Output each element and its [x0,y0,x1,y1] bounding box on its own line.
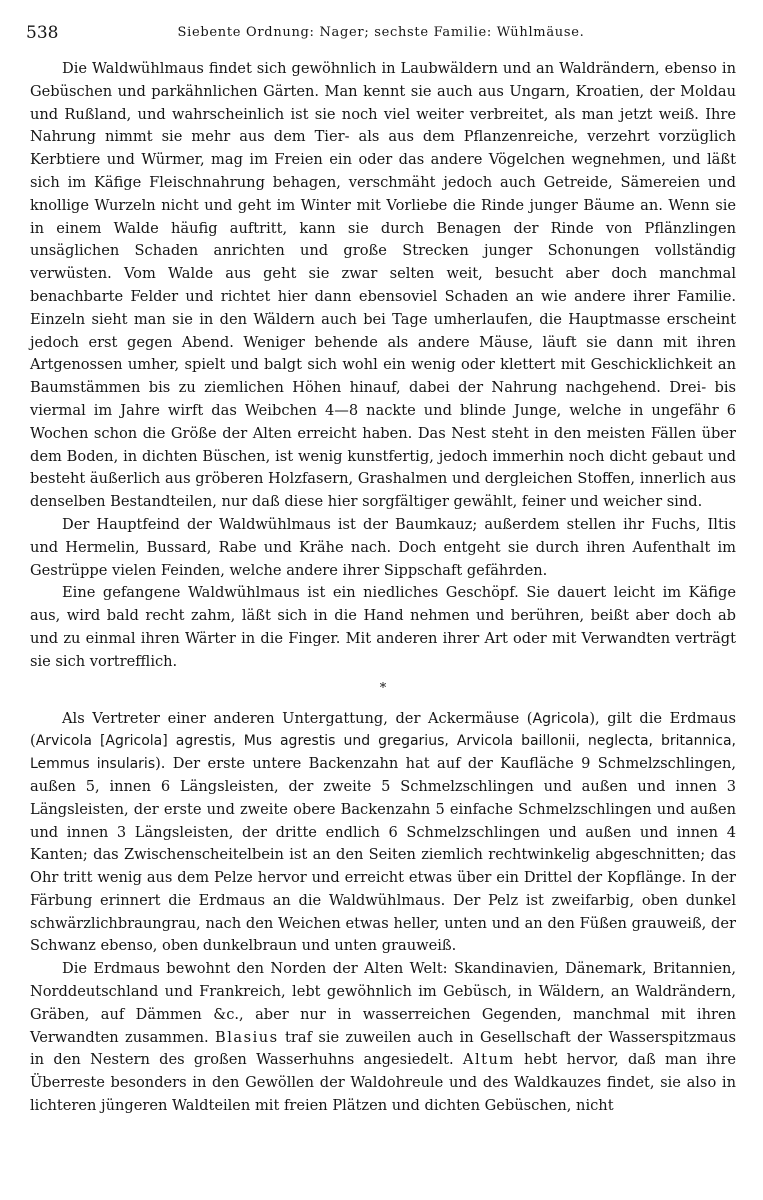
latin-synonyms: Arvicola [Agricola] agrestis, Mus agrestis und gregarius, Arvicola baillonii, neglecta, britannica, Lemmus insularis [30,733,736,773]
text-run: ( [519,709,533,727]
paragraph-feinde: Der Hauptfeind der Waldwühlmaus ist der Baumkauz; außerdem stellen ihr Fuchs, Iltis und Hermelin, Bussard, Rabe und Krähe nach. Doch entgeht sie durch ihren Aufenthalt im Gestrüppe vielen Feinden, welche andere ihrer Sippschaft gefährden. [30,515,736,579]
paragraph-gefangenschaft: Eine gefangene Waldwühlmaus ist ein niedliches Geschöpf. Sie dauert leicht im Käfige aus, wird bald recht zahm, läßt sich in die Hand nehmen und berühren, beißt aber doch ab und zu einmal ihren Wärter in die Finger. Mit anderen ihrer Art oder mit Verwandten verträgt sie sich vortrefflich. [30,584,736,670]
latin-name-agricola: Agricola [532,710,590,727]
term-erdmaus: Erdmaus [669,709,737,727]
page-header [26,22,736,46]
paragraph-erdmaus-verbreitung [30,958,736,1118]
running-head: Siebente Ordnung: Nager; sechste Familie: Wühlmäuse. [177,25,585,40]
text-run: hebt hervor, daß man ihre Überreste besonders in den Gewöllen der Waldohreule und des Waldkauzes findet, sie also in lichteren jüngeren Waldteilen mit freien Plätzen und dichten Gebüschen, nicht [30,1051,736,1115]
term-ackermaeuse: Ackermäuse [428,709,520,727]
text-run: Die Erdmaus bewohnt den Norden der Alten Welt: Skandinavien, Dänemark, Britannien, Norddeutschland und Frankreich, lebt gewöhnlich im Gebüsch, in Wäldern, an Waldrändern, Gräben, auf Dämmen &c., aber nur in wasserreichen Gegenden, manchmal mit ihren Verwandten zusammen. [30,960,736,1046]
author-blasius: Blasius [215,1028,279,1046]
section-separator: * [379,680,387,696]
text-run: ). Der erste untere Backenzahn hat auf der Kaufläche 9 Schmelzschlingen, außen 5, innen 6 Längsleisten, der zweite 5 Schmelzschlingen und außen und innen 3 Längsleisten, der erste und zweite obere Backenzahn 5 einfache Schmelzschlingen und außen und innen 3 Längsleisten, der dritte endlich 6 Schmelzschlingen und außen und innen 4 Kanten; das Zwischenscheitelbein ist an den Seiten ziemlich rechtwinkelig abgeschnitten; das Ohr tritt wenig aus dem Pelze hervor und erreicht etwas über ein Drittel der Kopflänge. In der Färbung erinnert die Erdmaus an die Waldwühlmaus. Der Pelz ist zweifarbig, oben dunkel schwärzlichbraungrau, nach den Weichen etwas heller, unten und an den Füßen grauweiß, der Schwanz ebenso, oben dunkelbraun und unten grauweiß. [30,755,736,955]
text-run: ( [30,732,36,750]
text-run: Als Vertreter einer anderen Untergattung, der [62,709,428,727]
paragraph-waldwuehlmaus-habitat: Die Waldwühlmaus findet sich gewöhnlich in Laubwäldern und an Waldrändern, ebenso in Gebüschen und parkähnlichen Gärten. Man kennt sie auch aus Ungarn, Kroatien, der Moldau und Rußland, und wahrscheinlich ist sie noch viel weiter verbreitet, als man jetzt weiß. Ihre Nahrung nimmt sie mehr aus dem Tier- als aus dem Pflanzenreiche, verzehrt vorzüglich Kerbtiere und Würmer, mag im Freien ein oder das andere Vögelchen wegnehmen, und läßt sich im Käfige Fleischnahrung behagen, verschmäht jedoch auch Getreide, Sämereien und knollige Wurzeln nicht und geht im Winter mit Vorliebe die Rinde junger Bäume an. Wenn sie in einem Walde häufig auftritt, kann sie durch Benagen der Rinde von Pflänzlingen unsäglichen Schaden anrichten und große Strecken junger Schonungen vollständig verwüsten. Vom Walde aus geht sie zwar selten weit, besucht aber doch manchmal benachbarte Felder und richtet hier dann ebensoviel Schaden an wie andere ihrer Familie. Einzeln sieht man sie in den Wäldern auch bei Tage umherlaufen, die Hauptmasse erscheint jedoch erst gegen Abend. Weniger behende als andere Mäuse, läuft sie dann mit ihren Artgenossen umher, spielt und balgt sich wohl ein wenig oder klettert mit Geschicklichkeit an Baumstämmen bis zu ziemlichen Höhen hinauf, dabei der Nahrung nachgehend. Drei- bis viermal im Jahre wirft das Weibchen 4—8 nackte und blinde Junge, welche in ungefähr 6 Wochen schon die Größe der Alten erreicht haben. Das Nest steht in den meisten Fällen über dem Boden, in dichten Büschen, ist wenig kunstfertig, jedoch immerhin noch dicht gebaut und besteht äußerlich aus gröberen Holzfasern, Grashalmen und dergleichen Stoffen, innerlich aus denselben Bestandteilen, nur daß diese hier sorgfältiger gewählt, feiner und weicher sind. [30,60,736,511]
author-altum: Altum [462,1051,515,1069]
text-run: traf sie zuweilen auch in Gesellschaft der Wasserspitzmaus in den Nestern des großen Wasserhuhns angesiedelt. [30,1028,736,1069]
text-run: ), gilt die [589,709,670,727]
page-number: 538 [26,23,59,43]
paragraph-erdmaus-beschreibung [30,708,736,959]
body-text [30,58,736,1118]
